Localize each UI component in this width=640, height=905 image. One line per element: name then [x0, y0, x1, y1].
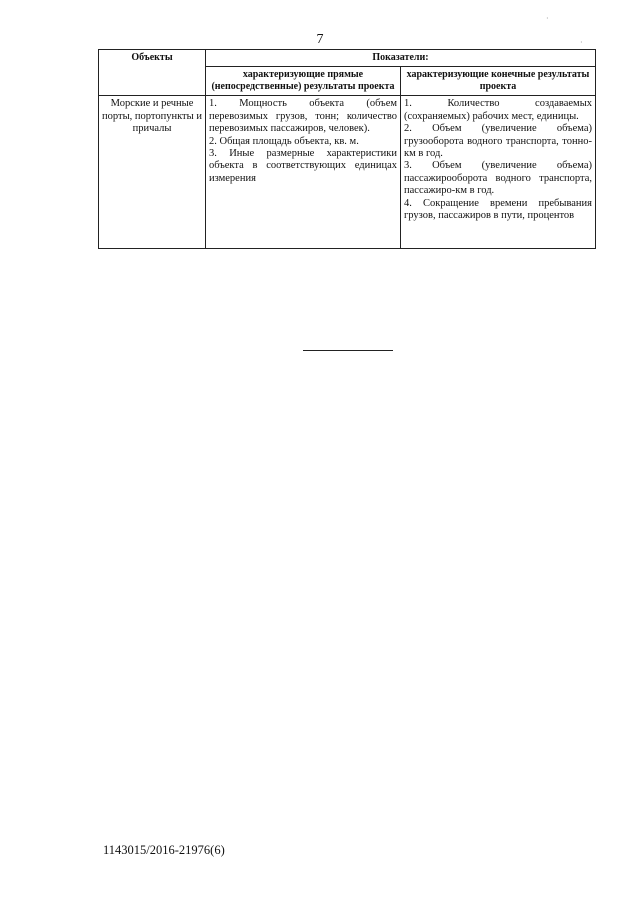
final-item-3: 3. Объем (увеличение объема) пассажирооборота водного транспорта, пассажиро-км в год.	[404, 160, 592, 197]
page-number: 7	[316, 32, 324, 47]
header-final-results: характеризующие конечные результаты проекта	[401, 67, 596, 96]
final-item-2: 2. Объем (увеличение объема) грузооборота водного транспорта, тонно-км в год.	[404, 123, 592, 160]
document-code: 1143015/2016-21976(6)	[103, 843, 225, 857]
direct-item-2: 2. Общая площадь объекта, кв. м.	[209, 135, 359, 147]
final-item-1: 1. Количество создаваемых (сохраняемых) рабочих мест, единицы.	[404, 98, 592, 122]
direct-item-3: 3. Иные размерные характеристики объекта в соответствующих единицах измерения	[209, 148, 397, 184]
table-row	[99, 96, 596, 249]
scan-speck: ·	[580, 38, 583, 47]
cell-object: Морские и речные порты, портопункты и причалы	[99, 96, 206, 249]
header-objects: Объекты	[99, 50, 206, 96]
direct-item-1: 1. Мощность объекта (объем перевозимых грузов, тонн; количество перевозимых пассажиров, человек).	[209, 98, 397, 135]
final-item-4: 4. Сокращение времени пребывания грузов, пассажиров в пути, процентов	[404, 197, 592, 222]
table-header-row	[99, 50, 596, 67]
cell-direct-results	[206, 96, 401, 249]
header-direct-results: характеризующие прямые (непосредственные) результаты проекта	[206, 67, 401, 96]
indicators-table	[98, 49, 596, 249]
header-indicators: Показатели:	[206, 50, 596, 67]
section-divider	[303, 350, 393, 351]
cell-final-results	[401, 96, 596, 249]
scan-speck: ·	[546, 14, 549, 23]
